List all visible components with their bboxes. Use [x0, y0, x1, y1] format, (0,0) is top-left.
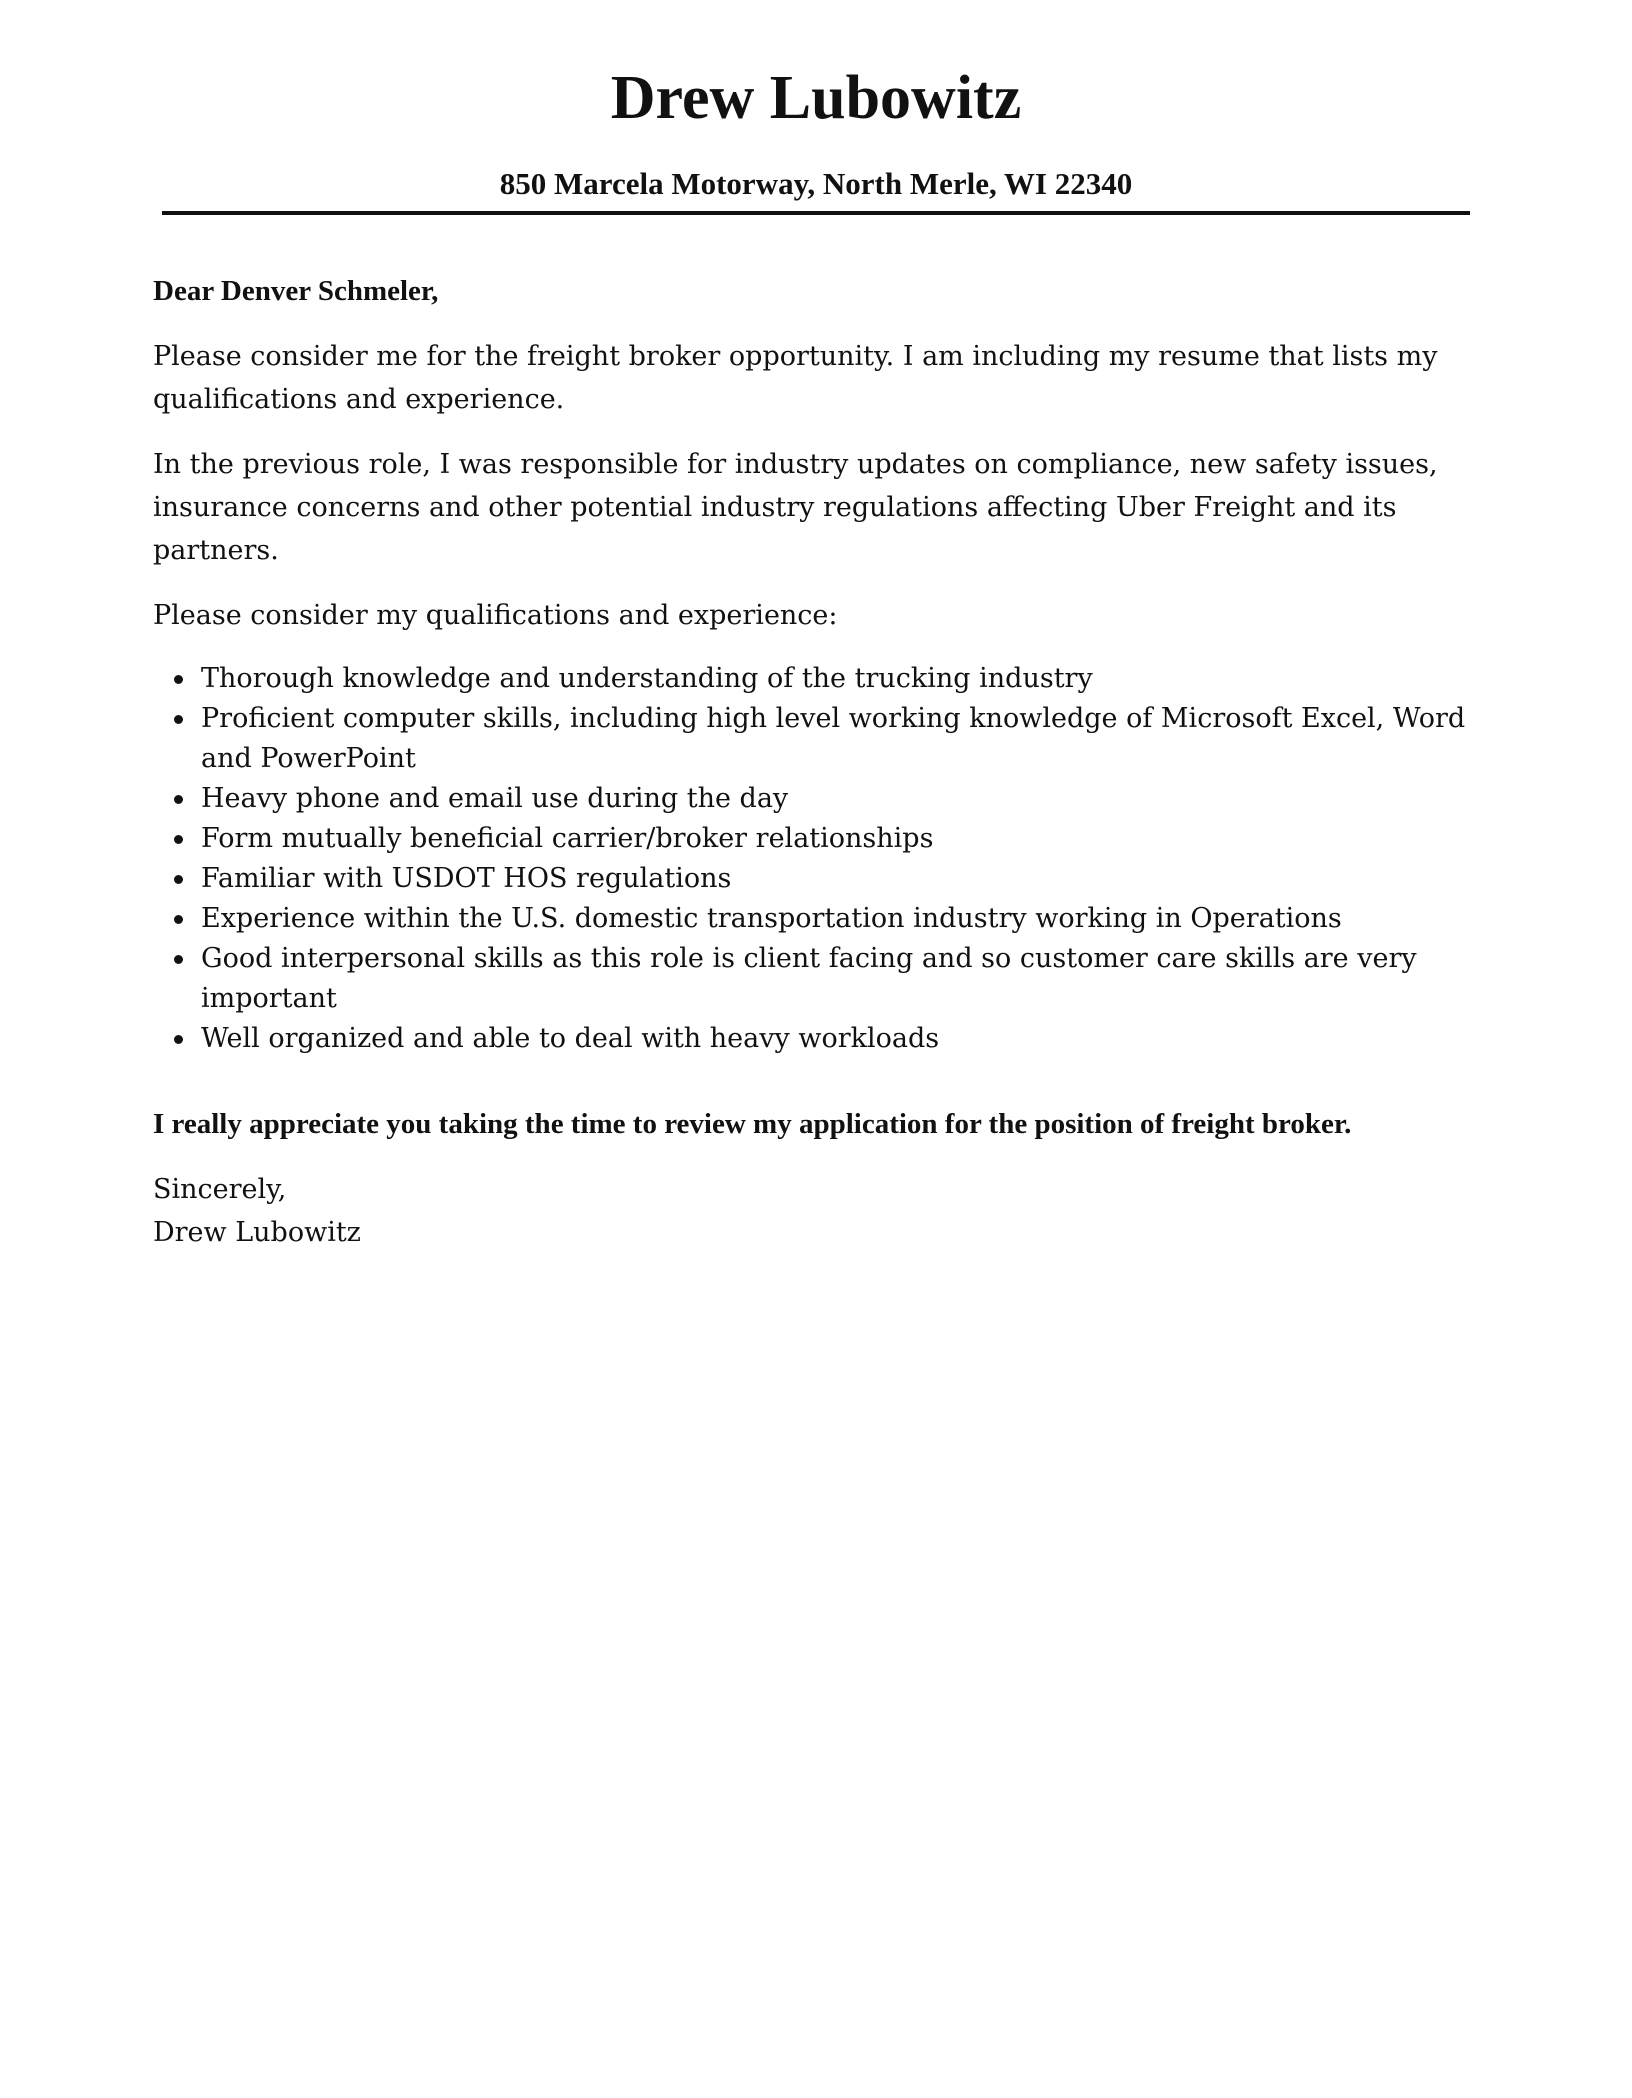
bullet-icon: [174, 1035, 183, 1044]
bullet-icon: [174, 915, 183, 924]
bullet-icon: [174, 715, 183, 724]
bullet-icon: [174, 795, 183, 804]
list-item-text: Well organized and able to deal with heavy workloads: [201, 1023, 940, 1054]
applicant-address: 850 Marcela Motorway, North Merle, WI 22340: [499, 166, 1133, 201]
letter-body: [153, 270, 1493, 1254]
qualifications-list: [153, 659, 1493, 1059]
qualifications-intro: Please consider my qualifications and experience:: [153, 600, 838, 631]
signoff: Sincerely,: [153, 1174, 287, 1205]
applicant-name: Drew Lubowitz: [610, 64, 1022, 132]
list-item-text: Familiar with USDOT HOS regulations: [201, 863, 732, 894]
bullet-icon: [174, 835, 183, 844]
list-item-text: Proficient computer skills, including high level working knowledge of Microsoft Excel, Word and PowerPoint: [201, 703, 1466, 774]
list-item: [201, 859, 1493, 899]
salutation: Dear Denver Schmeler,: [153, 275, 439, 307]
header-divider: [162, 211, 1470, 215]
bullet-icon: [174, 875, 183, 884]
closing-statement: I really appreciate you taking the time to review my application for the position of freight broker.: [153, 1108, 1352, 1140]
list-item: [201, 939, 1493, 1019]
signature-name: Drew Lubowitz: [153, 1217, 361, 1248]
previous-role-paragraph: In the previous role, I was responsible for industry updates on compliance, new safety issues, insurance concerns and other potential industry regulations affecting Uber Freight and its partners.: [153, 449, 1438, 566]
bullet-icon: [174, 955, 183, 964]
bullet-icon: [174, 675, 183, 684]
list-item-text: Good interpersonal skills as this role is client facing and so customer care skills are very important: [201, 943, 1417, 1014]
list-item: [201, 899, 1493, 939]
list-item: [201, 779, 1493, 819]
list-item-text: Form mutually beneficial carrier/broker relationships: [201, 823, 934, 854]
list-item-text: Heavy phone and email use during the day: [201, 783, 789, 814]
list-item: [201, 699, 1493, 779]
list-item-text: Thorough knowledge and understanding of the trucking industry: [201, 663, 1093, 694]
list-item: [201, 819, 1493, 859]
intro-paragraph: Please consider me for the freight broker opportunity. I am including my resume that lists my qualifications and experience.: [153, 341, 1438, 415]
list-item: [201, 659, 1493, 699]
list-item: [201, 1019, 1493, 1059]
list-item-text: Experience within the U.S. domestic transportation industry working in Operations: [201, 903, 1342, 934]
